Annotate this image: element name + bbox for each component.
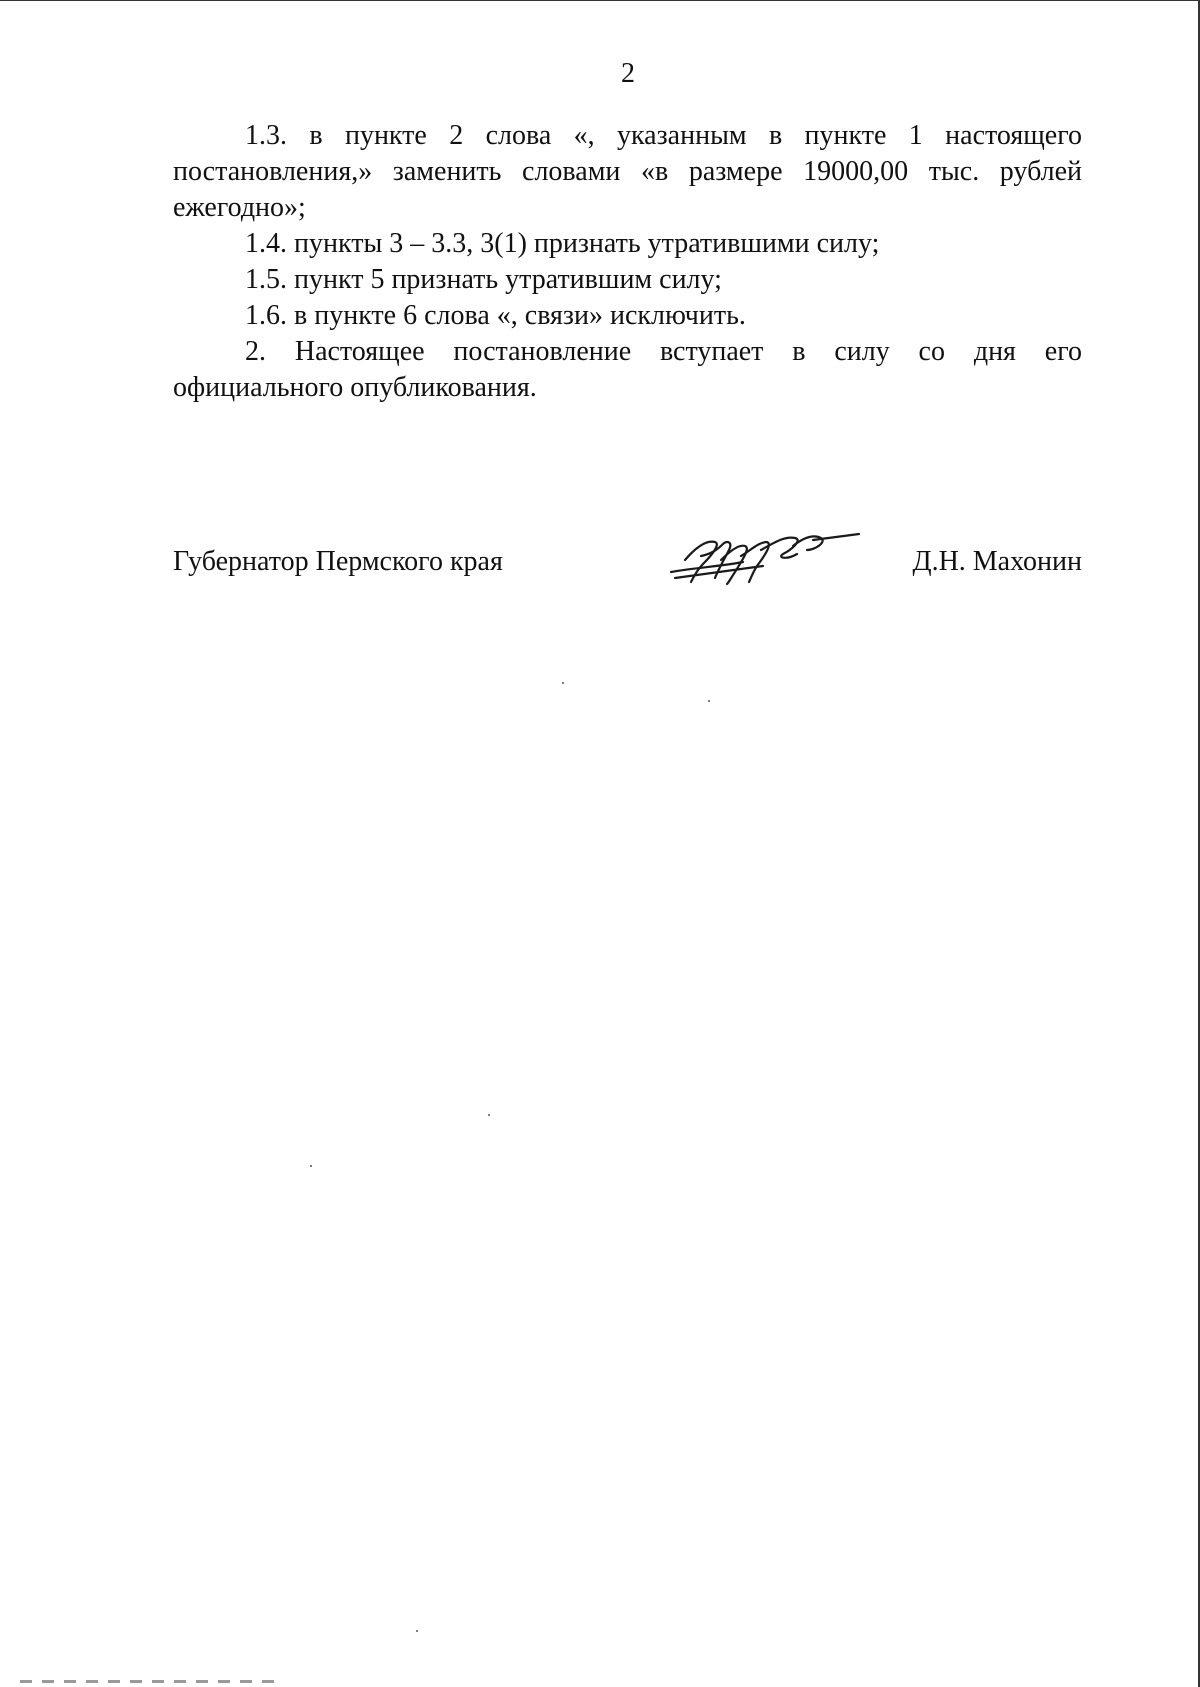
paragraph-1-6: 1.6. в пункте 6 слова «, связи» исключить. xyxy=(245,300,746,331)
signatory-name: Д.Н. Махонин xyxy=(912,546,1082,577)
scan-speck xyxy=(310,1165,312,1167)
paragraph-1-4: 1.4. пункты 3 – 3.3, 3(1) признать утратившими силу; xyxy=(245,228,880,259)
signatory-title: Губернатор Пермского края xyxy=(173,546,503,577)
scan-speck xyxy=(708,700,710,702)
scan-edge-top xyxy=(0,0,1200,1)
scan-speck xyxy=(562,682,564,684)
scan-speck xyxy=(488,1114,490,1116)
document-body xyxy=(173,118,1082,406)
signature-block xyxy=(173,540,1082,600)
page-number: 2 xyxy=(621,58,635,89)
scan-speck xyxy=(416,1630,418,1632)
paragraph-2: 2. Настоящее постановление вступает в силу со дня его официального опубликования. xyxy=(173,336,1082,403)
scan-noise xyxy=(20,1680,280,1683)
paragraph-1-5: 1.5. пункт 5 признать утратившим силу; xyxy=(245,264,722,295)
handwritten-signature xyxy=(663,520,863,590)
paragraph-1-3: 1.3. в пункте 2 слова «, указанным в пункте 1 настоящего постановления,» заменить словами «в размере 19000,00 тыс. рублей ежегодно»; xyxy=(173,120,1082,223)
